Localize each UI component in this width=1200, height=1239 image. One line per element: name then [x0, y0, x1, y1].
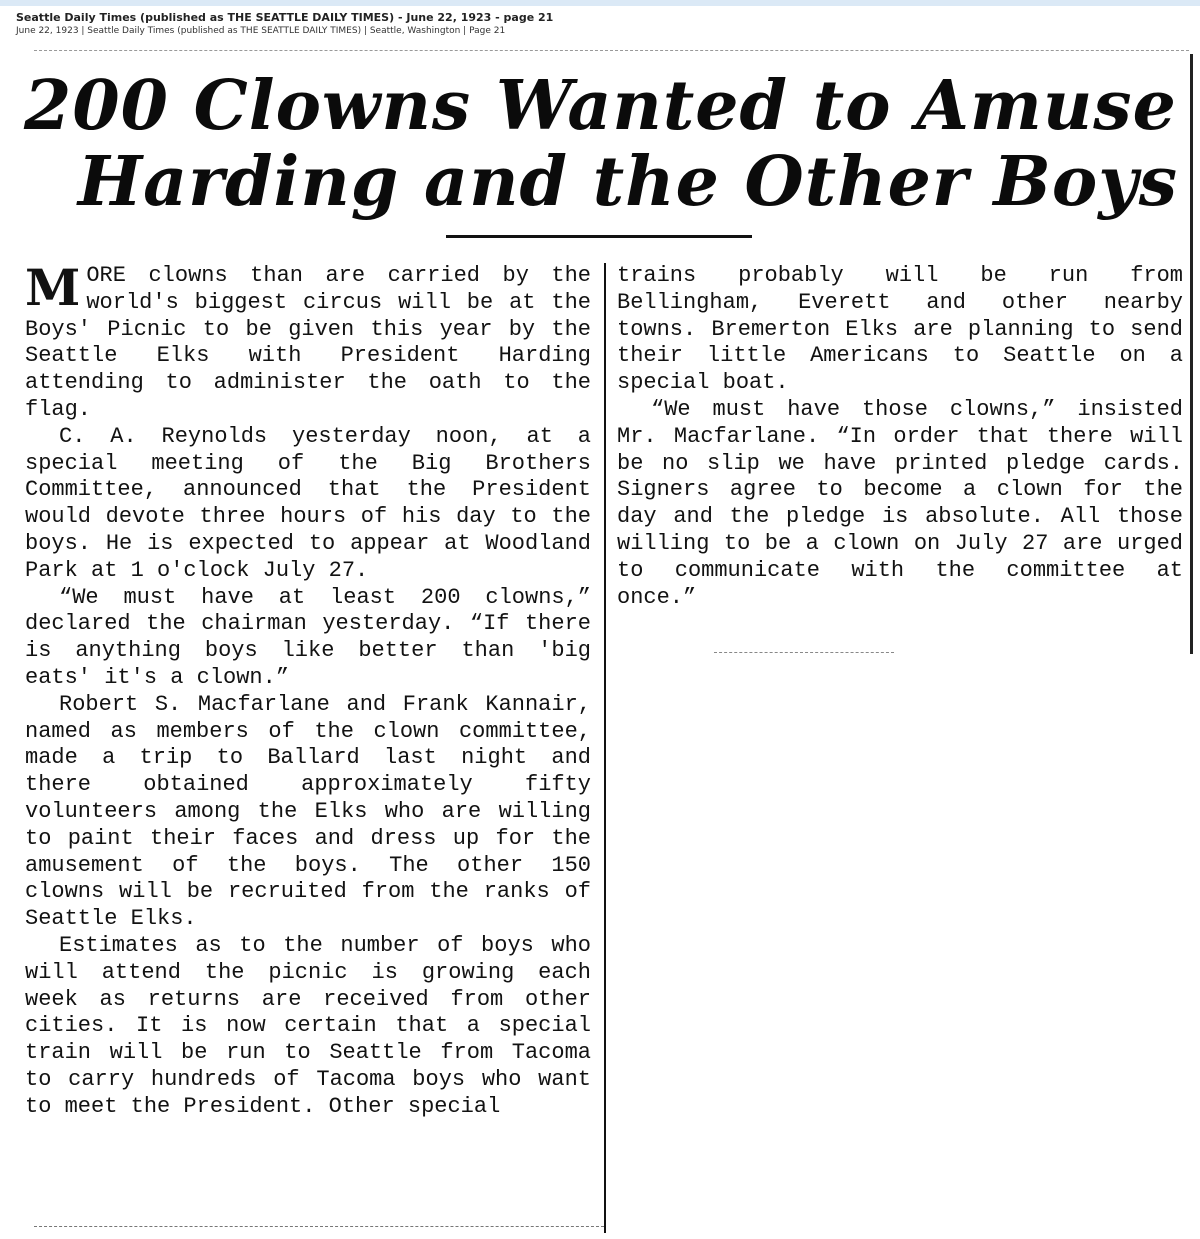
- clipping-edge: [1190, 54, 1193, 654]
- article-column-left: [25, 258, 591, 1121]
- paragraph: trains probably will be run from Bellingham, Everett and other nearby towns. Bremerton Elks are planning to send their little Americans to Seattle on a special boat.: [617, 263, 1183, 396]
- column-divider: [604, 263, 606, 1233]
- paragraph: C. A. Reynolds yesterday noon, at a special meeting of the Big Brothers Committee, announced that the President would devote three hours of his day to the boys. He is expected to appear at Woodland Park at 1 o'clock July 27.: [25, 423, 591, 583]
- paragraph: Estimates as to the number of boys who will attend the picnic is growing each week as returns are received from other cities. It is now certain that a special train will be run to Seattle from Tacoma to carry hundreds of Tacoma boys who want to meet the President. Other special: [25, 932, 591, 1119]
- article-end-mark: [714, 652, 894, 653]
- paragraph: “We must have at least 200 clowns,” declared the chairman yesterday. “If there is anything boys like better than 'big eats' it's a clown.”: [25, 584, 591, 690]
- paragraph: “We must have those clowns,” insisted Mr. Macfarlane. “In order that there will be no slip we have printed pledge cards. Signers agree to become a clown for the day and the pledge is absolute. All those willing to be a clown on July 27 are urged to communicate with the committee at once.”: [617, 396, 1183, 610]
- lead-text: ORE clowns than are carried by the world's biggest circus will be at the Boys' Picnic to be given this year by the Seattle Elks with President Harding attending to administer the oath to the flag.: [25, 263, 591, 422]
- lead-paragraph: [25, 258, 591, 424]
- headline-rule: [446, 235, 752, 238]
- drop-cap: M: [25, 258, 81, 317]
- document-subtitle: June 22, 1923 | Seattle Daily Times (published as THE SEATTLE DAILY TIMES) | Seattle, Washington | Page 21: [16, 26, 506, 36]
- top-divider: [34, 50, 1189, 51]
- headline-line-2: Harding and the Other Boys: [77, 142, 1178, 222]
- paragraph: Robert S. Macfarlane and Frank Kannair, named as members of the clown committee, made a trip to Ballard last night and there obtained approximately fifty volunteers among the Elks who are willing to paint their faces and dress up for the amusement of the boys. The other 150 clowns will be recruited from the ranks of Seattle Elks.: [25, 691, 591, 932]
- bottom-divider: [34, 1226, 604, 1227]
- document-header: [16, 10, 1186, 38]
- newspaper-clipping: [14, 48, 1196, 1233]
- document-title: Seattle Daily Times (published as THE SEATTLE DAILY TIMES) - June 22, 1923 - page 21: [16, 11, 554, 24]
- article-column-right: [617, 263, 1183, 611]
- headline-line-1: 200 Clowns Wanted to Amuse: [24, 66, 1177, 146]
- top-accent-bar: [0, 0, 1200, 6]
